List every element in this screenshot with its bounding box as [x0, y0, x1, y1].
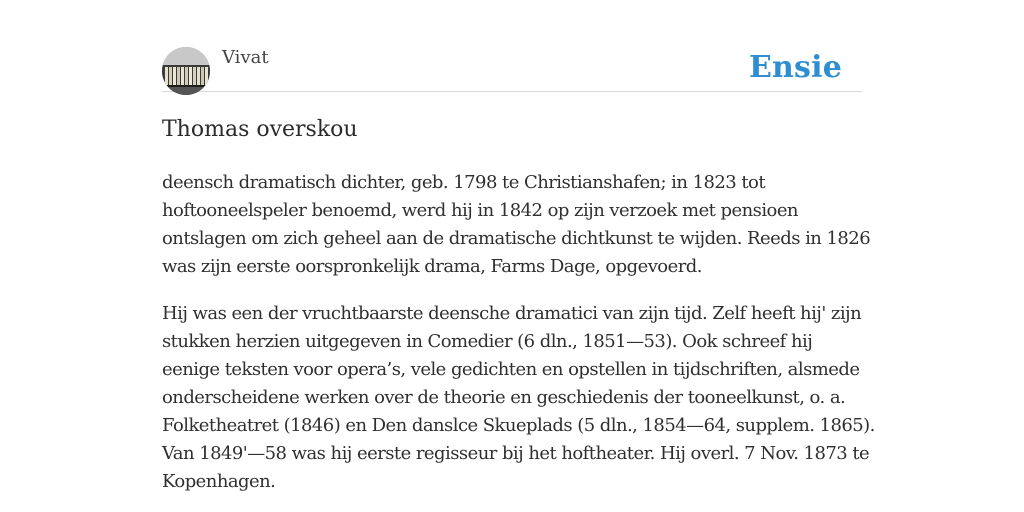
header [162, 0, 862, 92]
source-name[interactable]: Vivat [222, 47, 269, 68]
brand-logo[interactable]: Ensie [748, 50, 842, 85]
text-line: Kopenhagen. [162, 471, 276, 492]
paragraph [162, 300, 875, 496]
page-title: Thomas overskou [162, 117, 358, 142]
bookshelf-avatar-icon [162, 47, 210, 95]
text-line: Van 1849'—58 was hij eerste regisseur bij het hoftheater. Hij overl. 7 Nov. 1873 te [162, 443, 870, 464]
text-line: eenige teksten voor opera’s, vele gedichten en opstellen in tijdschriften, alsmede [162, 359, 860, 380]
text-line: stukken herzien uitgegeven in Comedier (6 dln., 1851—53). Ook schreef hij [162, 331, 813, 352]
text-line: Folketheatret (1846) en Den danslce Skueplads (5 dln., 1854—64, supplem. 1865). [162, 415, 875, 436]
text-line: onderscheidene werken over de theorie en geschiedenis der tooneelkunst, o. a. [162, 387, 846, 408]
source-avatar[interactable] [162, 47, 210, 95]
text-line: was zijn eerste oorspronkelijk drama, Farms Dage, opgevoerd. [162, 256, 702, 277]
text-line: hoftooneelspeler benoemd, werd hij in 1842 op zijn verzoek met pensioen [162, 200, 798, 221]
text-line: Hij was een der vruchtbaarste deensche dramatici van zijn tijd. Zelf heeft hij' zijn [162, 303, 862, 324]
text-line: ontslagen om zich geheel aan de dramatische dichtkunst te wijden. Reeds in 1826 [162, 228, 871, 249]
article-card [162, 0, 875, 512]
article-body [162, 169, 875, 496]
paragraph [162, 169, 871, 281]
text-line: deensch dramatisch dichter, geb. 1798 te Christianshafen; in 1823 tot [162, 172, 766, 193]
